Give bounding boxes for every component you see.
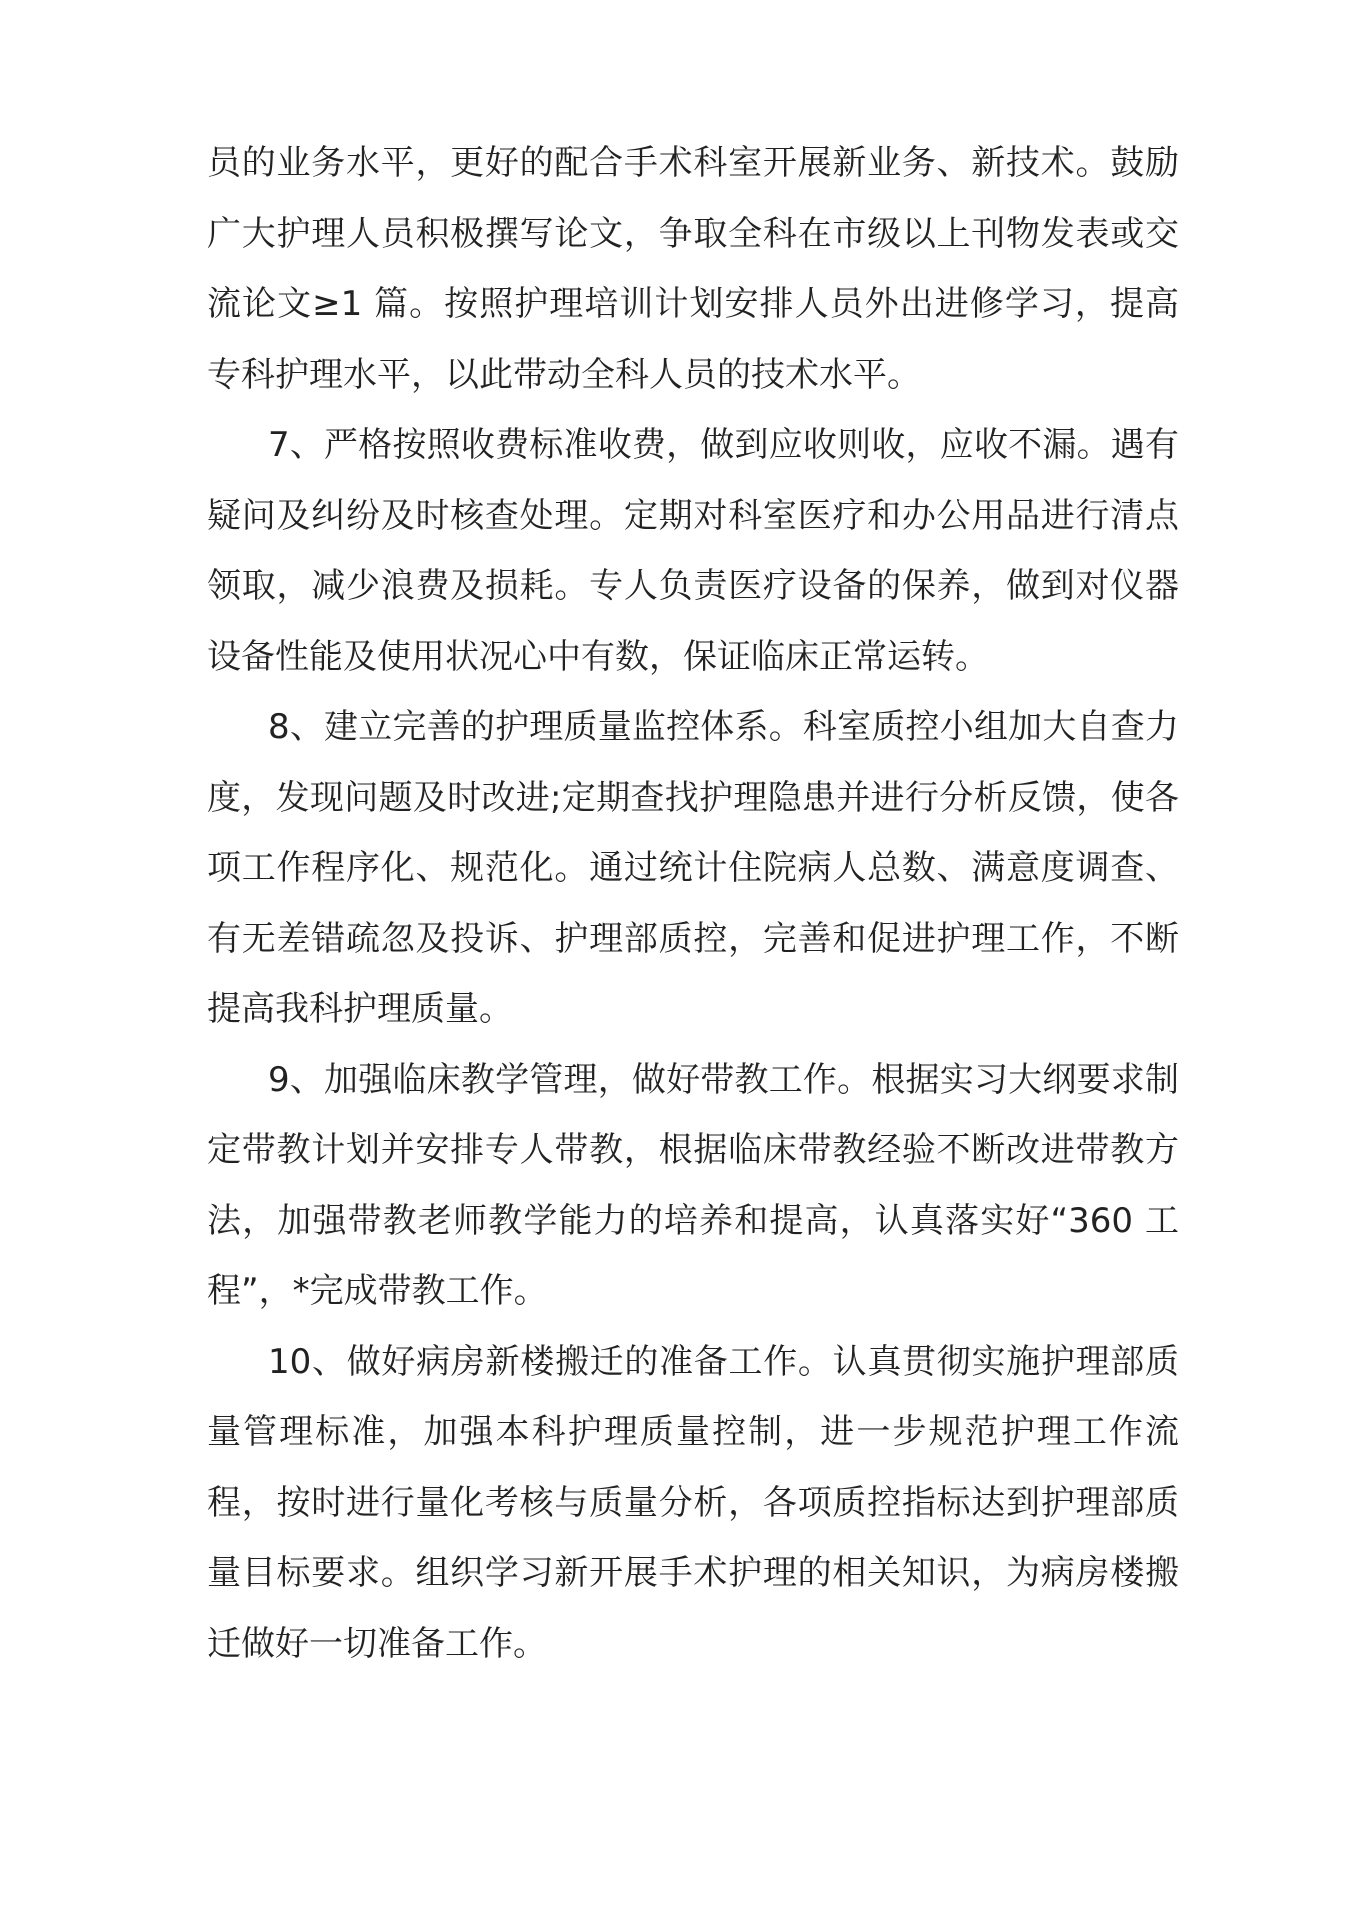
document-body [207,128,1179,1679]
paragraph-continuation: 员的业务水平，更好的配合手术科室开展新业务、新技术。鼓励广大护理人员积极撰写论文，争取全科在市级以上刊物发表或交流论文≥1 篇。按照护理培训计划安排人员外出进修学习，提高专科护理水平，以此带动全科人员的技术水平。 [207,143,1179,395]
paragraph-item-8: 8、建立完善的护理质量监控体系。科室质控小组加大自查力度，发现问题及时改进;定期查找护理隐患并进行分析反馈，使各项工作程序化、规范化。通过统计住院病人总数、满意度调查、有无差错疏忽及投诉、护理部质控，完善和促进护理工作，不断提高我科护理质量。 [207,707,1179,1029]
paragraph-item-7: 7、严格按照收费标准收费，做到应收则收，应收不漏。遇有疑问及纠纷及时核查处理。定期对科室医疗和办公用品进行清点领取，减少浪费及损耗。专人负责医疗设备的保养，做到对仪器设备性能及使用状况心中有数，保证临床正常运转。 [207,425,1179,677]
paragraph-item-10: 10、做好病房新楼搬迁的准备工作。认真贯彻实施护理部质量管理标准，加强本科护理质量控制，进一步规范护理工作流程，按时进行量化考核与质量分析，各项质控指标达到护理部质量目标要求。组织学习新开展手术护理的相关知识，为病房楼搬迁做好一切准备工作。 [207,1341,1179,1664]
paragraph-item-9: 9、加强临床教学管理，做好带教工作。根据实习大纲要求制定带教计划并安排专人带教，根据临床带教经验不断改进带教方法，加强带教老师教学能力的培养和提高，认真落实好“360 工程”，*完成带教工作。 [207,1059,1179,1311]
